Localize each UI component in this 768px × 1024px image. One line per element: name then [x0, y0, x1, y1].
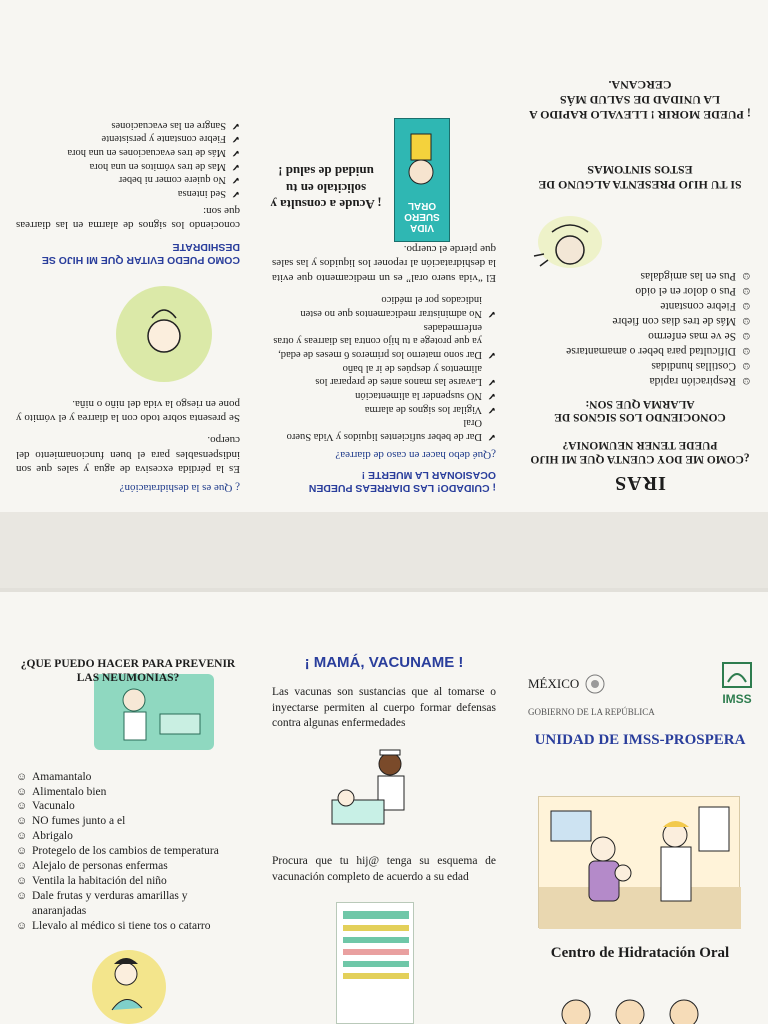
mexico-seal-icon	[585, 673, 605, 695]
panel-vacunas	[256, 592, 512, 1024]
list-item: ☺ Dificultad para beber o amamantarse	[528, 343, 752, 358]
list-item: ✔ Más de tres evacuaciones en una hora	[16, 145, 240, 159]
deshidratacion-question: ¿ Que es la deshidratación?	[119, 482, 240, 494]
child-face-icon	[558, 996, 594, 1024]
list-item: ☺ Abrigalo	[16, 829, 240, 844]
vacunas-paragraph-2: Procura que tu hij@ tenga su esquema de vacunación completo de acuerdo a su edad	[272, 855, 496, 883]
list-item: ✔ Dar sono materno los primeros 6 meses de edad, ya que protege a tu hijo contra las diarreas y otras enfermedades	[272, 320, 496, 361]
list-item: ✔ Mas de tres vómitos en una hora	[16, 159, 240, 173]
imss-text: IMSS	[722, 692, 752, 706]
list-item: ☺ Se ve mas enfermo	[528, 328, 752, 343]
list-item: ☺ NO fumes junto a el	[16, 814, 240, 829]
warning-symptoms: SI TU HIJO PRESENTA ALGUNO DE ESTOS SINTOMAS	[538, 163, 742, 192]
child-face-icon	[612, 996, 648, 1024]
list-item: ✔ Vigilar los signos de alarma	[272, 402, 496, 416]
list-item: ✔ NO suspender la alimentación	[272, 388, 496, 402]
child-drinking-icon	[393, 124, 449, 194]
diarrea-steps-list	[272, 293, 496, 443]
children-faces-row	[558, 996, 702, 1024]
list-item: ✔ Sed intensa	[16, 186, 240, 200]
vida-suero-definition: El “vida suero oral” es un medicamento que evita la deshidratación al reponer los liquidos y las sales que pierde el cuerpo.	[272, 243, 496, 284]
panel-diarrea	[256, 0, 512, 512]
list-item: ☺ Llevalo al médico si tiene tos o catarro	[16, 919, 240, 934]
call-to-action: ¡ Acude a consulta y solicitalo en tu unidad de salud !	[270, 164, 382, 212]
unidad-title: UNIDAD DE IMSS-PROSPERA	[534, 732, 746, 748]
logos-row	[528, 662, 752, 705]
list-item: ☺ Fiebre constante	[528, 298, 752, 313]
deshidratacion-definition: Es la pérdida excesiva de agua y sales que son indispensables para el buen funcionamiento del cuerpo.	[16, 434, 240, 475]
list-item: ☺ Alejalo de personas enfermas	[16, 859, 240, 874]
list-item: ☺ Vacunalo	[16, 799, 240, 814]
list-item: ☺ Costillas hundidas	[528, 358, 752, 373]
nurse-mother-child-illustration	[538, 796, 740, 928]
list-item: ☺ Alimentalo bien	[16, 785, 240, 800]
list-item: ☺ Pus en las amigdalas	[528, 268, 752, 283]
dehydration-signs-list	[16, 118, 240, 200]
brochure-outer-side	[0, 592, 768, 1024]
evitar-intro: conociendo los signos de alarma en las diarreas que son:	[16, 204, 240, 231]
list-item: ✔ Sangre en las evacuaciones	[16, 118, 240, 132]
prevention-tips-list	[16, 770, 240, 934]
diarrea-heading: ¡ CUIDADO! LAS DIARREAS PUEDEN OCASIONAR LA MUERTE !	[308, 469, 496, 494]
logo-imss	[722, 662, 752, 705]
list-item: ☺ Protegelo de los cambios de temperatura	[16, 844, 240, 859]
vacuname-heading: ¡ MAMÁ, VACUNAME !	[304, 654, 464, 671]
diarrea-question: ¿Qué debo hacer en caso de diarrea?	[335, 448, 496, 461]
list-item: ☺ Amamantalo	[16, 770, 240, 785]
nurse-vaccinating-illustration	[326, 742, 426, 834]
neumonia-signs-list	[528, 268, 752, 388]
mother-nursing-illustration	[92, 950, 166, 1024]
deshidratacion-risk: Se presenta sobre todo con la diarrea y el vómito y pone en riesgo la vida del niño o niña.	[16, 397, 240, 425]
list-item: ✔ No administrar medicamentos que no esten indicados por el médico	[272, 293, 496, 320]
sick-child-illustration	[526, 210, 610, 280]
neumonia-question: ¿COMO ME DOY CUENTA QUE MI HIJO PUEDE TENER NEUMONIA?	[530, 439, 750, 465]
vida-suero-oral-box	[394, 118, 450, 242]
child-face-icon	[666, 996, 702, 1024]
panel-iras	[512, 0, 768, 512]
warning-emergency: ¡ PUEDE MORIR ! LLEVALO RAPIDO A LA UNIDAD DE SALUD MÁS CERCANA.	[529, 78, 751, 122]
evitar-heading: COMO PUEDO EVITAR QUE MI HIJO SE DESHIDRATE	[41, 241, 240, 266]
vaccination-card-image	[336, 902, 414, 1024]
panel-prevenir-neumonias	[0, 592, 256, 1024]
list-item: ☺ Ventila la habitación del niño	[16, 874, 240, 889]
list-item: ✔ No quiere comer ni beber	[16, 173, 240, 187]
mexico-subtitle: GOBIERNO DE LA REPÚBLICA	[528, 707, 655, 717]
vacunas-paragraph-1: Las vacunas son sustancias que al tomarse o inyectarse permiten al cuerpo formar defensas contra algunas enfermedades	[272, 686, 496, 730]
signs-subheading: CONOCIENDO LOS SIGNOS DE ALARMA QUE SON:	[554, 397, 726, 424]
panel-portada	[512, 592, 768, 1024]
iras-title: IRAS	[614, 472, 666, 494]
list-item: ✔ Lavarse las manos antes de preparar los alimentos y despúes de ir al baño	[272, 361, 496, 388]
panel-deshidratacion	[0, 0, 256, 512]
list-item: ✔ Dar de beber suficientes liquidos y Vida Suero Oral	[272, 416, 496, 443]
list-item: ✔ Fiebre constante y persistente	[16, 132, 240, 146]
box-label: VIDA SUERO ORAL	[404, 200, 440, 233]
baby-illustration	[116, 286, 212, 382]
imss-eagle-icon	[722, 662, 752, 688]
mexico-text: MÉXICO	[528, 676, 580, 691]
centro-hidratacion-subtitle: Centro de Hidratación Oral	[550, 945, 730, 961]
list-item: ☺ Respiración rapida	[528, 373, 752, 388]
list-item: ☺ Dale frutas y verduras amarillas y anaranjadas	[16, 889, 240, 919]
logo-mexico	[528, 673, 605, 695]
prevenir-heading: ¿QUE PUEDO HACER PARA PREVENIR LAS NEUMONIAS?	[20, 658, 236, 684]
list-item: ☺ Más de tres dias con fiebre	[528, 313, 752, 328]
list-item: ☺ Pus o dolor en el oido	[528, 283, 752, 298]
